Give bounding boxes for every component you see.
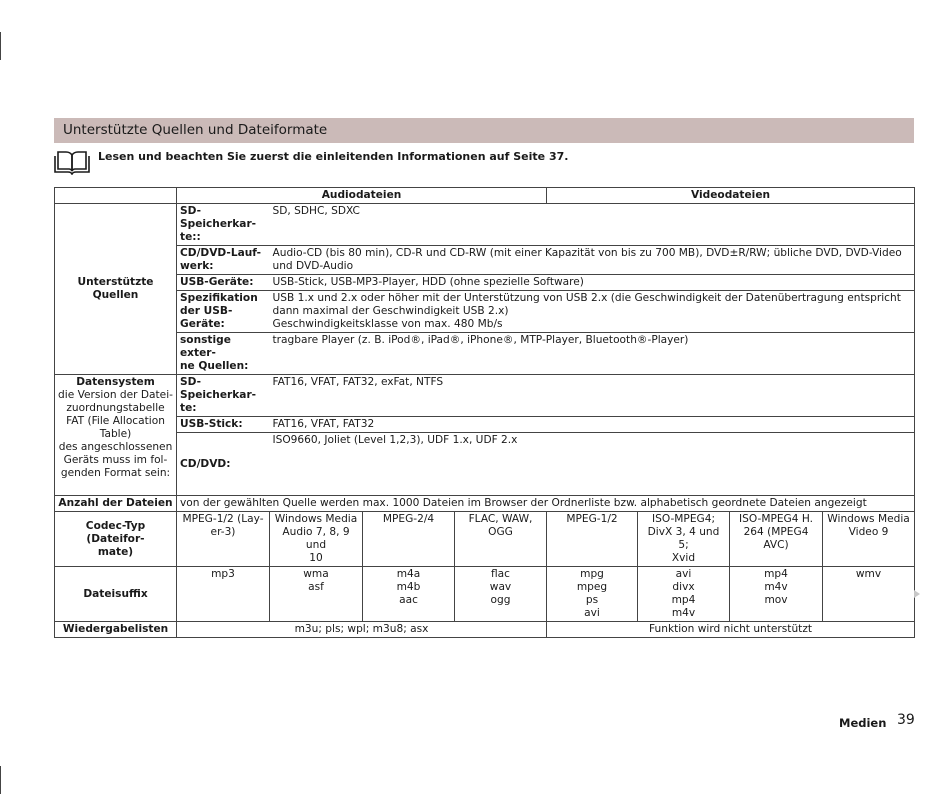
table-row <box>55 375 915 417</box>
header-audio: Audiodateien <box>177 188 547 204</box>
crop-mark-bottom <box>0 766 1 794</box>
suffix-cell: wmv <box>823 567 915 622</box>
table-row <box>55 512 915 567</box>
table-row <box>55 291 915 333</box>
codec-cell: Windows Media Video 9 <box>823 512 915 567</box>
row-header-playlists: Wiedergabelisten <box>55 622 177 638</box>
filesystem-label: SD-Speicherkar- te: <box>177 375 270 417</box>
formats-table <box>54 187 915 638</box>
table-header-row <box>55 188 915 204</box>
header-corner <box>55 188 177 204</box>
next-page-arrow-icon <box>914 590 920 598</box>
suffix-cell: m4a m4b aac <box>363 567 455 622</box>
table-row <box>55 246 915 275</box>
row-header-codecs: Codec-Typ (Dateifor- mate) <box>55 512 177 567</box>
source-value: Audio-CD (bis 80 min), CD-R und CD-RW (mit einer Kapazität von bis zu 700 MB), DVD±R/RW; übliche DVD, DVD-Video und DVD-Audio <box>270 246 915 275</box>
suffix-cell: avi divx mp4 m4v <box>638 567 730 622</box>
table-row <box>55 275 915 291</box>
source-label: Spezifikation der USB-Geräte: <box>177 291 270 333</box>
source-label: CD/DVD-Lauf- werk: <box>177 246 270 275</box>
footer-section-name: Medien <box>839 716 887 730</box>
playlist-audio: m3u; pls; wpl; m3u8; asx <box>177 622 547 638</box>
row-header-suffixes: Dateisuffix <box>55 567 177 622</box>
table-row <box>55 433 915 496</box>
table-row <box>55 496 915 512</box>
table-row <box>55 417 915 433</box>
source-value: USB-Stick, USB-MP3-Player, HDD (ohne spezielle Software) <box>270 275 915 291</box>
table-row <box>55 333 915 375</box>
crop-mark-top <box>0 32 1 60</box>
table-row <box>55 204 915 246</box>
filesystem-value: FAT16, VFAT, FAT32 <box>270 417 915 433</box>
suffix-cell: flac wav ogg <box>455 567 547 622</box>
source-label: USB-Geräte: <box>177 275 270 291</box>
filesystem-title: Datensystem <box>76 376 155 388</box>
suffix-cell: mp4 m4v mov <box>730 567 823 622</box>
suffix-cell: wma asf <box>270 567 363 622</box>
codec-cell: FLAC, WAW, OGG <box>455 512 547 567</box>
codec-cell: MPEG-1/2 (Lay- er-3) <box>177 512 270 567</box>
suffix-cell: mp3 <box>177 567 270 622</box>
filesystem-value: ISO9660, Joliet (Level 1,2,3), UDF 1.x, UDF 2.x <box>270 433 915 496</box>
codec-cell: ISO-MPEG4 H. 264 (MPEG4 AVC) <box>730 512 823 567</box>
header-video: Videodateien <box>547 188 915 204</box>
section-title: Unterstützte Quellen und Dateiformate <box>54 118 914 143</box>
suffix-cell: mpg mpeg ps avi <box>547 567 638 622</box>
book-icon <box>54 151 90 175</box>
table-row <box>55 622 915 638</box>
codec-cell: ISO-MPEG4; DivX 3, 4 und 5; Xvid <box>638 512 730 567</box>
page-number: 39 <box>897 712 915 728</box>
row-header-filesystem <box>55 375 177 496</box>
row-header-file-count: Anzahl der Dateien <box>55 496 177 512</box>
source-label: SD-Speicherkar- te:: <box>177 204 270 246</box>
notice-text: Lesen und beachten Sie zuerst die einleitenden Informationen auf Seite 37. <box>98 150 569 163</box>
row-header-sources: Unterstützte Quellen <box>55 204 177 375</box>
filesystem-label: USB-Stick: <box>177 417 270 433</box>
filesystem-value: FAT16, VFAT, FAT32, exFat, NTFS <box>270 375 915 417</box>
codec-cell: Windows Media Audio 7, 8, 9 und 10 <box>270 512 363 567</box>
file-count-value: von der gewählten Quelle werden max. 1000 Dateien im Browser der Ordnerliste bzw. alphabetisch geordnete Dateien angezeigt <box>177 496 915 512</box>
source-label: sonstige exter- ne Quellen: <box>177 333 270 375</box>
reading-notice <box>54 149 914 177</box>
filesystem-label: CD/DVD: <box>177 433 270 496</box>
codec-cell: MPEG-1/2 <box>547 512 638 567</box>
table-row <box>55 567 915 622</box>
filesystem-description: die Version der Datei- zuordnungstabelle FAT (File Allocation Table) des angeschlossenen Geräts muss im fol- genden Format sein: <box>58 389 173 479</box>
source-value: tragbare Player (z. B. iPod®, iPad®, iPhone®, MTP-Player, Bluetooth®-Player) <box>270 333 915 375</box>
source-value: SD, SDHC, SDXC <box>270 204 915 246</box>
source-value: USB 1.x und 2.x oder höher mit der Unterstützung von USB 2.x (die Geschwindigkeit der Datenübertragung entspricht dann maximal der Geschwindigkeit USB 2.x) Geschwindigkeitsklasse von max. 480 Mb/s <box>270 291 915 333</box>
codec-cell: MPEG-2/4 <box>363 512 455 567</box>
playlist-video: Funktion wird nicht unterstützt <box>547 622 915 638</box>
